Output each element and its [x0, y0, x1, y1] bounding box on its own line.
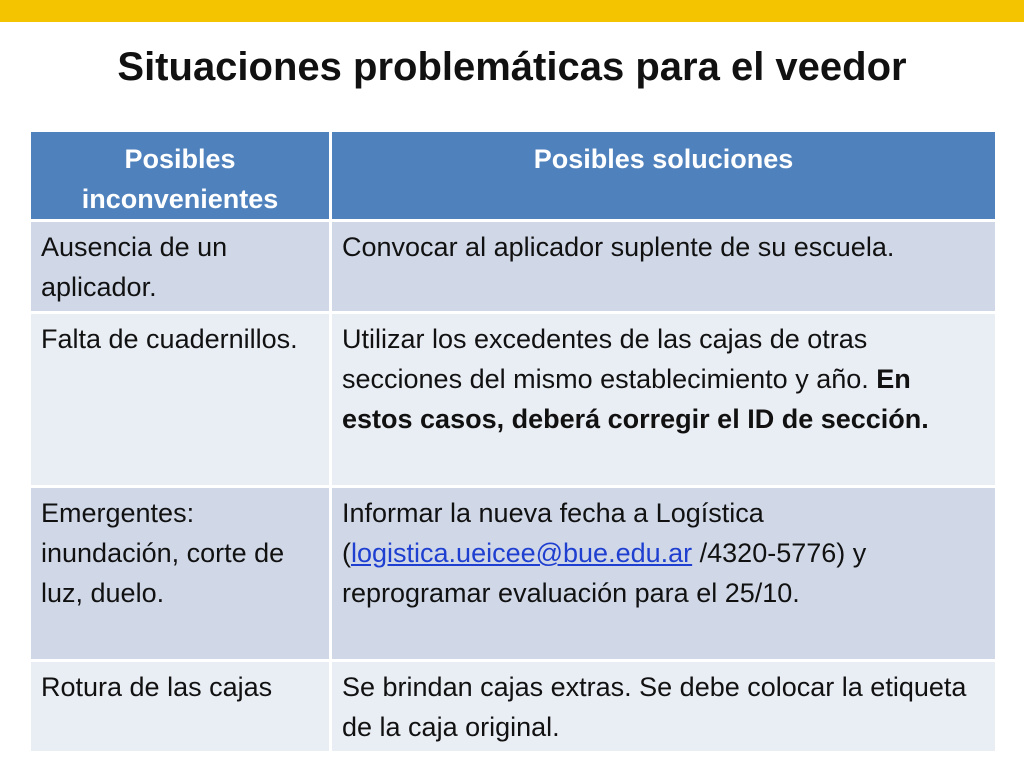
table-row: [30, 313, 997, 487]
logistica-email-link[interactable]: logistica.ueicee@bue.edu.ar: [351, 538, 693, 568]
header-possible-problems: Posibles inconvenientes: [30, 131, 331, 221]
header-possible-solutions: Posibles soluciones: [331, 131, 997, 221]
slide-title: Situaciones problemáticas para el veedor: [117, 45, 907, 89]
solution-cell: [331, 313, 997, 487]
table-header-row: [30, 131, 997, 221]
solution-text-end: /4320-5776) y reprogramar evaluación para el 25/10.: [342, 538, 867, 608]
top-accent-bar: [0, 0, 1024, 22]
table-row: [30, 661, 997, 753]
solution-bold-note: En estos casos, deberá corregir el ID de sección.: [342, 364, 929, 434]
solution-cell: [331, 487, 997, 661]
solution-text-start: Informar la nueva fecha a Logística (: [342, 498, 764, 568]
problem-cell: Falta de cuadernillos.: [30, 313, 331, 487]
problems-solutions-table: [28, 129, 998, 754]
problem-cell: Emergentes: inundación, corte de luz, duelo.: [30, 487, 331, 661]
table-row: [30, 487, 997, 661]
solution-cell: Se brindan cajas extras. Se debe colocar la etiqueta de la caja original.: [331, 661, 997, 753]
solution-cell: Convocar al aplicador suplente de su escuela.: [331, 221, 997, 313]
problem-cell: Ausencia de un aplicador.: [30, 221, 331, 313]
problem-cell: Rotura de las cajas: [30, 661, 331, 753]
solution-text: Utilizar los excedentes de las cajas de otras secciones del mismo establecimiento y año.: [342, 324, 869, 394]
table-row: [30, 221, 997, 313]
